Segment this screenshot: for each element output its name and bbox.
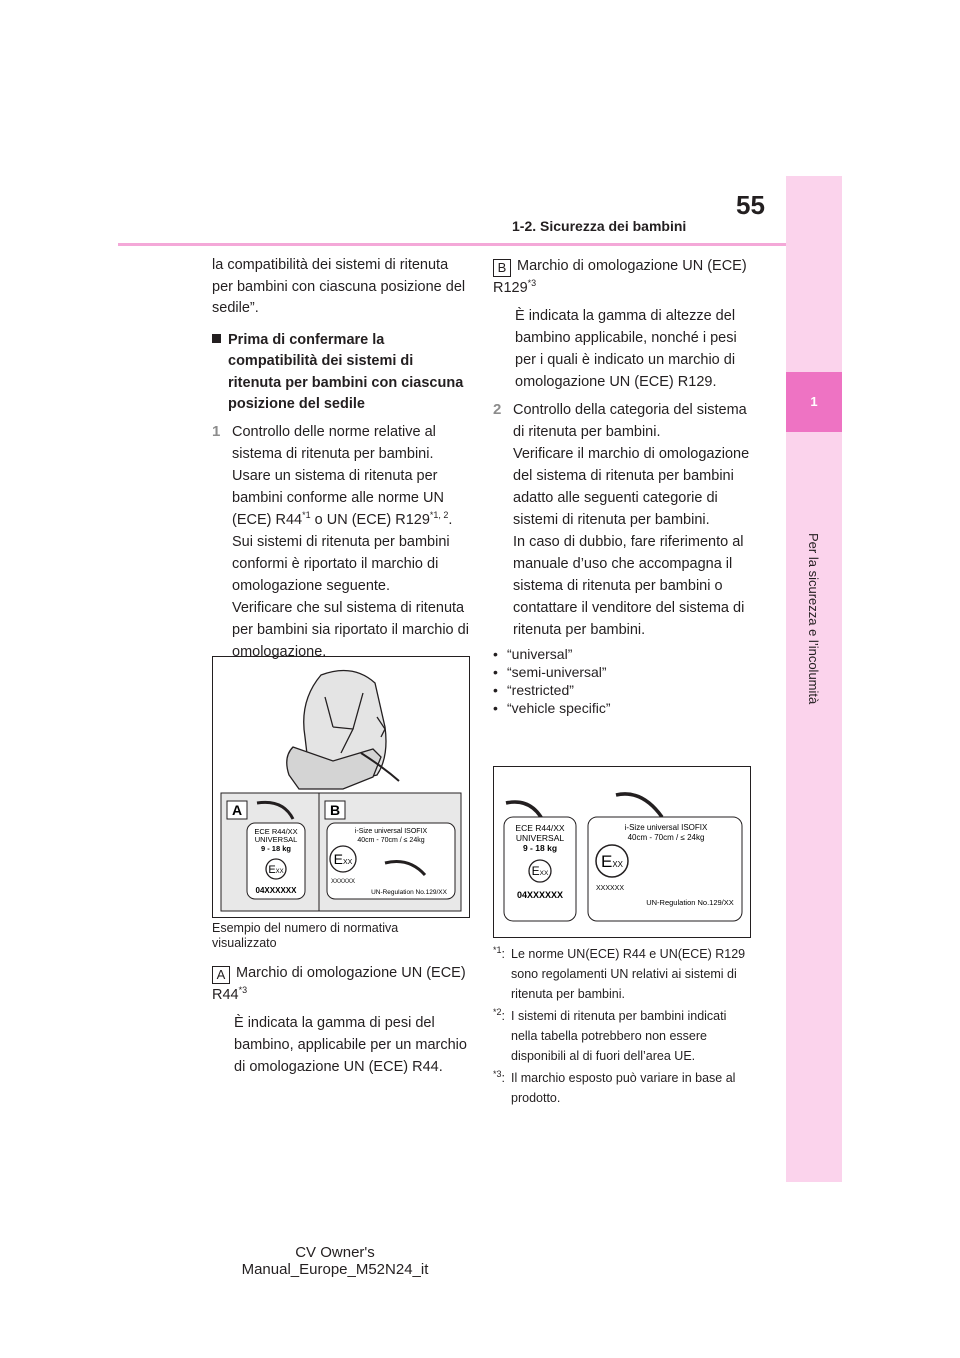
e-mark-large: EXX (333, 851, 353, 867)
approval-marks-illustration (493, 766, 751, 938)
isize-range: 40cm - 70cm / ≤ 24kg (627, 833, 705, 842)
xx-small-label: XXXXXX (330, 879, 356, 885)
box-a-label: A (231, 802, 243, 818)
child-seat-svg (213, 657, 469, 917)
step-2-text-2: In caso di dubbio, fare riferimento al manuale d’uso che accompagna il sistema di ritenuta per bambini o contattare il venditore del sistema di ritenuta per bambini. (513, 534, 745, 638)
left-column (212, 255, 470, 663)
footnotes (493, 942, 755, 1108)
footnote: $^{*2}$: I sistemi di ritenuta per bambini indicati nella tabella potrebbero non essere disponibili al di fuori dell’area UE. (493, 1006, 727, 1063)
xx-small-label: XXXXXX (595, 885, 625, 892)
approval-number: 04XXXXXX (516, 890, 564, 900)
step-2 (493, 399, 753, 641)
footnote: $^{*1}$: Le norme UN(ECE) R44 e UN(ECE) R129 sono regolamenti UN relativi ai sistemi di ritenuta per bambini. (493, 944, 746, 1001)
e-mark: EXX (531, 864, 549, 878)
ece-line: ECE R44/XX (515, 823, 565, 833)
weight-range: 9 - 18 kg (522, 843, 558, 853)
step-1-text-3: Verificare che sul sistema di ritenuta per bambini sia riportato il marchio di omologazione. (232, 599, 469, 660)
isize-range: 40cm - 70cm / ≤ 24kg (357, 837, 425, 844)
mark-b-text: È indicata la gamma di altezze del bambino applicabile, nonché i pesi per i quali è indicato un marchio di omologazione UN (ECE) R129. (515, 308, 737, 390)
step-2-text: Verificare il marchio di omologazione del sistema di ritenuta per bambini adatto alle seguenti categorie di sistemi di ritenuta per bambini. (513, 446, 750, 528)
universal-label: UNIVERSAL (254, 835, 298, 844)
weight-range: 9 - 18 kg (260, 844, 292, 853)
isize-title: i-Size universal ISOFIX (354, 828, 428, 835)
child-seat-illustration (212, 656, 470, 918)
square-bullet-icon (212, 334, 221, 343)
chapter-title-vertical: Per la sicurezza e l’incolumità (806, 533, 821, 705)
list-item: • “vehicle specific” (493, 700, 611, 716)
list-item: • “universal” (493, 646, 573, 662)
isize-title: i-Size universal ISOFIX (624, 823, 708, 832)
un-regulation: UN-Regulation No.129/XX (646, 898, 734, 907)
step-number: 2 (493, 401, 502, 418)
letter-b-icon: B (493, 259, 511, 277)
right-column (493, 255, 753, 717)
mark-b-title: B Marchio di omologazione UN (ECE) R129$^{*3}$ (493, 258, 747, 296)
e-mark-large: EXX (600, 852, 624, 871)
footer-manual-name: CV Owner's Manual_Europe_M52N24_it (241, 1244, 429, 1278)
intro-text: la compatibilità dei sistemi di ritenuta per bambini con ciascuna posizione del sedile”. (212, 257, 466, 316)
step-1-text: Usare un sistema di ritenuta per bambini conforme alle norme UN (ECE) R44$^{*1}$ o UN (ECE) R129$^{*1, 2}$. (232, 467, 453, 528)
section-heading-text: Prima di confermare la compatibilità dei sistemi di ritenuta per bambini con ciascuna posizione del sedile (228, 331, 464, 412)
ece-line: ECE R44/XX (254, 827, 298, 836)
list-item: • “restricted” (493, 682, 574, 698)
approval-number: 04XXXXXX (255, 886, 297, 895)
un-regulation: UN-Regulation No.129/XX (371, 889, 447, 896)
header-rule (118, 243, 786, 246)
list-item: • “semi-universal” (493, 664, 607, 680)
universal-label: UNIVERSAL (515, 833, 565, 843)
section-title: 1-2. Sicurezza dei bambini (512, 218, 687, 234)
letter-a-icon: A (212, 966, 230, 984)
figure-caption: Esempio del numero di normativa visualizzato (212, 921, 399, 950)
category-list (493, 645, 753, 717)
step-1 (212, 421, 470, 663)
e-mark: EXX (268, 864, 284, 876)
step-number: 1 (212, 422, 221, 440)
chapter-number: 1 (810, 394, 818, 409)
box-b-label: B (329, 802, 341, 818)
section-heading (212, 330, 470, 416)
approval-marks-svg (494, 767, 750, 937)
mark-a-title: A Marchio di omologazione UN (ECE) R44$^{*3}$ (212, 965, 466, 1003)
mark-a-text: È indicata la gamma di pesi del bambino, applicabile per un marchio di omologazione UN (ECE) R44. (234, 1015, 467, 1075)
step-2-title: Controllo della categoria del sistema di ritenuta per bambini. (513, 402, 747, 440)
footnote: $^{*3}$: Il marchio esposto può variare in base al prodotto. (493, 1068, 736, 1105)
page-number: 55 (736, 190, 765, 220)
step-1-title: Controllo delle norme relative al sistema di ritenuta per bambini. (232, 423, 436, 462)
mark-a-block (212, 962, 470, 1078)
step-1-text-2: Sui sistemi di ritenuta per bambini conformi è riportato il marchio di omologazione seguente. (232, 533, 450, 594)
